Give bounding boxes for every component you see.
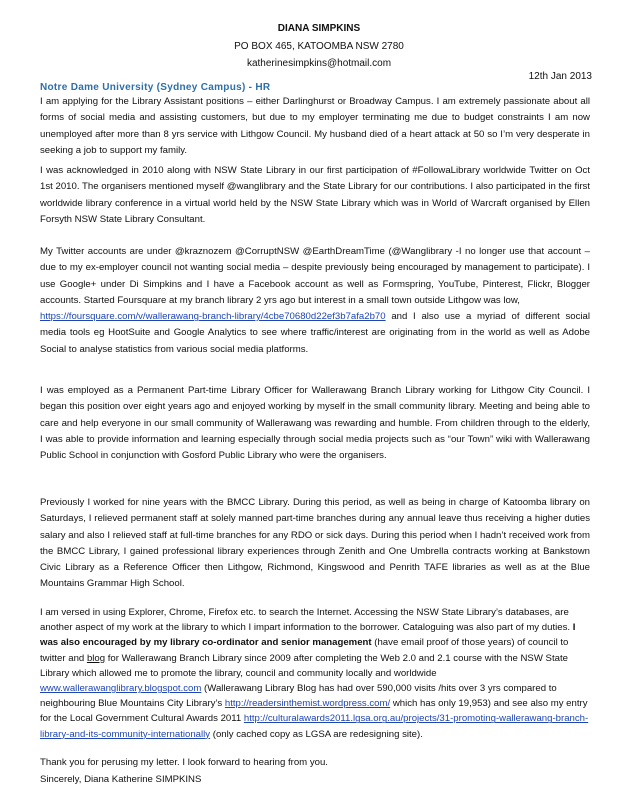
internet-skills-text-6: (only cached copy as LGSA are redesigning site). <box>210 728 423 740</box>
sender-name: DIANA SIMPKINS <box>277 23 361 34</box>
internet-skills-text: I am versed in using Explorer, Chrome, Firefox etc. to search the Internet. Accessing the NSW State Library’s databases, are another aspect of my work at the library to which I impart information to the borrower. Cataloguing was also part of my duties. <box>40 607 573 634</box>
foursquare-link[interactable]: https://foursquare.com/v/wallerawang-branch-library/4cbe70680d22ef3b7afa2b70 <box>40 311 386 323</box>
paragraph-intro: I am applying for the Library Assistant positions – either Darlinghurst or Broadway Campus. I am extremely passionate about all forms of social media and assisting customers, but due to my employer terminating me due to budget constraints I am now unemployed after more than 8 yrs service with Lithgow Council. My husband died of a heart attack at 50 so I’m very desperate in seeking a job to support my family. <box>40 96 590 156</box>
closing-thanks: Thank you for perusing my letter. I look forward to hearing from you. <box>40 757 328 768</box>
paragraph-twitter-award: I was acknowledged in 2010 along with NSW State Library in our first participation of #FollowaLibrary worldwide Twitter on Oct 1st 2010. The organisers mentioned myself @wanglibrary and the State Library for our contributions. I also participated in the first worldwide library conference in a virtual world held by the NSW State Library which was in World of Warcraft organised by Ellen Forsyth NSW State Library Consultant. <box>40 165 590 225</box>
cultural-awards-link[interactable]: http://culturalawards2011.lgsa.org.au/projects/31-promoting-wallerawang-branch-library-and-its-community-internationally <box>40 713 589 740</box>
encouragement-bold-text: I was also encouraged by my library co-ordinator and senior management <box>40 622 576 649</box>
internet-skills-text-2: (have email proof of those years) of council to twitter and <box>40 637 569 664</box>
paragraph-social-text: My Twitter accounts are under @kraznozem @CorruptNSW @EarthDreamTime (@Wanglibrary -I no longer use that account – due to my ex-employer council not wanting social media – despite previously being encouraged by management to participate). I use Google+ under Di Simpkins and I have a Facebook account as well as Formspring, YouTube, Pinterest, Flickr, Blogger accounts. Started Foursquare at my branch library 2 yrs ago but interest in a small town outside Lithgow was low, <box>40 246 590 306</box>
sender-address: PO BOX 465, KATOOMBA NSW 2780 <box>234 41 404 52</box>
internet-skills-text-3: for Wallerawang Branch Library since 2009 after completing the Web 2.0 and 2.1 course with the NSW State Library which allowed me to promote the library, council and community locally and worldwide <box>40 652 568 679</box>
wallerawang-blog-link[interactable]: www.wallerawanglibrary.blogspot.com <box>40 683 202 695</box>
recipient-heading: Notre Dame University (Sydney Campus) - HR <box>40 82 271 93</box>
internet-skills-text-4: (Wallerawang Library Blog has had over 590,000 visits /hits over 3 yrs compared to neighbouring Blue Mountains City Library’s <box>40 683 557 710</box>
paragraph-bmcc-experience: Previously I worked for nine years with the BMCC Library. During this period, as well as being in charge of Katoomba library on Saturdays, I relieved permanent staff at solely manned part-time branches during any annual leave thus receiving a higher duties salary and also I relieved staff at full-time branches for any RDO or sick days. During this period when I hadn’t received work from the BMCC Library, I gained professional library experiences through Zenith and One Umbrella contracts working at Bankstown Civic Library as a Reference Officer then Lithgow, Richmond, Kingswood and Penrith TAFE libraries as well as at the Blue Mountains Grammar High School. <box>40 497 590 590</box>
paragraph-internet-skills <box>40 605 590 742</box>
internet-skills-text-5: which has only 19,953) and see also my entry for the Local Government Cultural Awards 2011 <box>40 698 588 725</box>
paragraph-wallerawang-role: I was employed as a Permanent Part-time Library Officer for Wallerawang Branch Library working for Lithgow City Council. I began this position over eight years ago and enjoyed working by myself in the small community library. Meeting and being able to care and help everyone in our small community of Wallerawang was rewarding and humble. From children through to the elderly, I was able to provide information and learning especially through social media projects such as “our Town” wiki with Wallerawang Public School in conjunction with Gosford Public Library who were the organisers. <box>40 385 590 462</box>
sender-email: katherinesimpkins@hotmail.com <box>246 58 392 69</box>
closing-signature: Sincerely, Diana Katherine SIMPKINS <box>40 774 202 785</box>
readersinthemist-link[interactable]: http://readersinthemist.wordpress.com/ <box>224 698 391 710</box>
blog-word: blog <box>86 652 106 664</box>
paragraph-social-accounts <box>40 244 590 358</box>
paragraph-social-text-cont: and I also use a myriad of different social media tools eg HootSuite and Google Analytics to see where traffic/interest are originating from in the world as well as Adobe Social to analyse statistics from various social media platforms. <box>40 311 590 355</box>
letter-date: 12th Jan 2013 <box>528 71 592 82</box>
